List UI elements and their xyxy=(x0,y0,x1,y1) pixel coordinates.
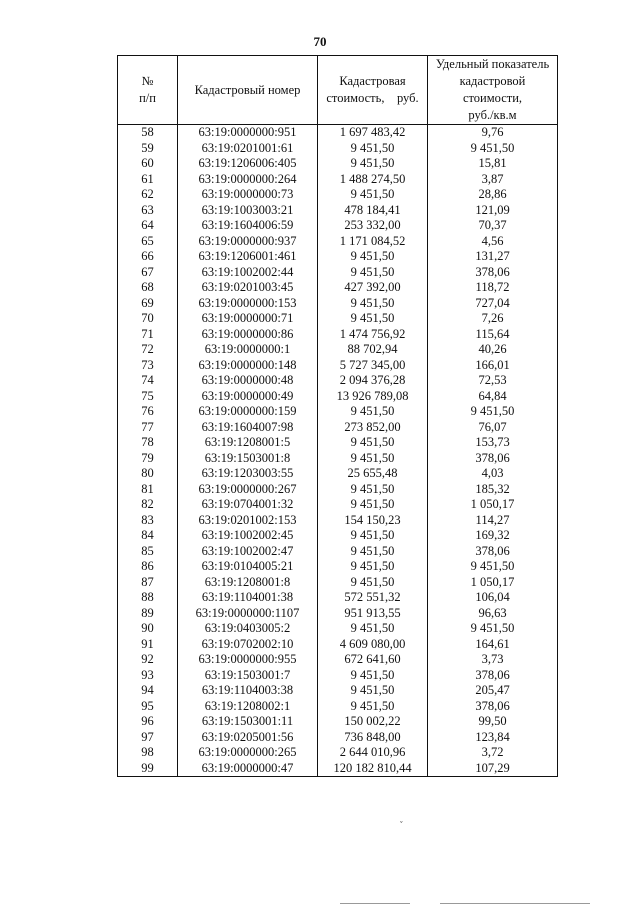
cell-row-number: 83 xyxy=(118,513,178,529)
cell-cadastral-cost: 120 182 810,44 xyxy=(318,761,428,777)
cell-cadastral-number: 63:19:0000000:71 xyxy=(178,311,318,327)
table-row xyxy=(118,714,558,730)
cell-row-number: 58 xyxy=(118,125,178,141)
cell-cadastral-number: 63:19:0000000:955 xyxy=(178,652,318,668)
table-row xyxy=(118,590,558,606)
cell-cadastral-number: 63:19:0205001:56 xyxy=(178,730,318,746)
cell-cadastral-cost: 9 451,50 xyxy=(318,699,428,715)
table-row xyxy=(118,637,558,653)
cell-row-number: 76 xyxy=(118,404,178,420)
cell-cadastral-number: 63:19:0704001:32 xyxy=(178,497,318,513)
table-row xyxy=(118,389,558,405)
cell-row-number: 91 xyxy=(118,637,178,653)
table-row xyxy=(118,296,558,312)
table-row xyxy=(118,373,558,389)
cell-cadastral-cost: 273 852,00 xyxy=(318,420,428,436)
table-row xyxy=(118,668,558,684)
cell-cadastral-number: 63:19:0000000:153 xyxy=(178,296,318,312)
cadastral-table xyxy=(117,55,558,777)
cell-cadastral-number: 63:19:0000000:49 xyxy=(178,389,318,405)
table-row xyxy=(118,528,558,544)
cell-specific-cost: 378,06 xyxy=(428,451,558,467)
cell-cadastral-number: 63:19:0000000:48 xyxy=(178,373,318,389)
cell-cadastral-cost: 9 451,50 xyxy=(318,435,428,451)
cell-cadastral-cost: 478 184,41 xyxy=(318,203,428,219)
cell-specific-cost: 121,09 xyxy=(428,203,558,219)
table-row xyxy=(118,652,558,668)
header-specific-line2: кадастровой xyxy=(459,74,526,88)
cell-cadastral-cost: 1 474 756,92 xyxy=(318,327,428,343)
cell-cadastral-number: 63:19:0000000:1107 xyxy=(178,606,318,622)
cell-specific-cost: 123,84 xyxy=(428,730,558,746)
cell-specific-cost: 185,32 xyxy=(428,482,558,498)
cell-specific-cost: 99,50 xyxy=(428,714,558,730)
cell-cadastral-cost: 154 150,23 xyxy=(318,513,428,529)
cell-cadastral-number: 63:19:0000000:47 xyxy=(178,761,318,777)
cell-cadastral-number: 63:19:1003003:21 xyxy=(178,203,318,219)
cell-cadastral-cost: 1 697 483,42 xyxy=(318,125,428,141)
cell-specific-cost: 72,53 xyxy=(428,373,558,389)
cell-specific-cost: 9 451,50 xyxy=(428,141,558,157)
cell-specific-cost: 166,01 xyxy=(428,358,558,374)
table-row xyxy=(118,156,558,172)
cell-cadastral-number: 63:19:1206001:461 xyxy=(178,249,318,265)
cell-cadastral-cost: 1 171 084,52 xyxy=(318,234,428,250)
cell-cadastral-number: 63:19:1206006:405 xyxy=(178,156,318,172)
table-row xyxy=(118,435,558,451)
cell-cadastral-number: 63:19:0000000:148 xyxy=(178,358,318,374)
cell-specific-cost: 118,72 xyxy=(428,280,558,296)
cell-specific-cost: 40,26 xyxy=(428,342,558,358)
cell-cadastral-cost: 2 644 010,96 xyxy=(318,745,428,761)
cell-cadastral-number: 63:19:0000000:73 xyxy=(178,187,318,203)
cell-row-number: 79 xyxy=(118,451,178,467)
table-row xyxy=(118,404,558,420)
cell-cadastral-cost: 2 094 376,28 xyxy=(318,373,428,389)
cell-specific-cost: 9 451,50 xyxy=(428,621,558,637)
cell-cadastral-cost: 88 702,94 xyxy=(318,342,428,358)
table-row xyxy=(118,172,558,188)
cell-specific-cost: 3,72 xyxy=(428,745,558,761)
cell-specific-cost: 205,47 xyxy=(428,683,558,699)
cell-row-number: 97 xyxy=(118,730,178,746)
cell-specific-cost: 169,32 xyxy=(428,528,558,544)
cell-specific-cost: 7,26 xyxy=(428,311,558,327)
cell-cadastral-cost: 4 609 080,00 xyxy=(318,637,428,653)
cell-cadastral-number: 63:19:1104001:38 xyxy=(178,590,318,606)
cell-row-number: 63 xyxy=(118,203,178,219)
table-row xyxy=(118,203,558,219)
cell-row-number: 90 xyxy=(118,621,178,637)
cell-row-number: 73 xyxy=(118,358,178,374)
cell-cadastral-cost: 9 451,50 xyxy=(318,249,428,265)
cell-specific-cost: 164,61 xyxy=(428,637,558,653)
cell-row-number: 66 xyxy=(118,249,178,265)
scan-mark: ˇ xyxy=(400,820,403,829)
table-row xyxy=(118,187,558,203)
cell-specific-cost: 9,76 xyxy=(428,125,558,141)
table-row xyxy=(118,265,558,281)
cell-cadastral-number: 63:19:1604007:98 xyxy=(178,420,318,436)
cell-cadastral-cost: 150 002,22 xyxy=(318,714,428,730)
cell-row-number: 69 xyxy=(118,296,178,312)
table-row xyxy=(118,699,558,715)
cell-specific-cost: 727,04 xyxy=(428,296,558,312)
cell-specific-cost: 4,03 xyxy=(428,466,558,482)
cell-cadastral-number: 63:19:0000000:951 xyxy=(178,125,318,141)
cell-specific-cost: 107,29 xyxy=(428,761,558,777)
cell-row-number: 70 xyxy=(118,311,178,327)
header-cost-line1: Кадастровая xyxy=(339,74,406,88)
header-specific-line3: стоимости, xyxy=(462,91,523,105)
cell-specific-cost: 115,64 xyxy=(428,327,558,343)
cell-cadastral-number: 63:19:1104003:38 xyxy=(178,683,318,699)
cell-specific-cost: 131,27 xyxy=(428,249,558,265)
cell-specific-cost: 106,04 xyxy=(428,590,558,606)
table-row xyxy=(118,280,558,296)
header-specific-line4: руб./кв.м xyxy=(468,108,517,122)
table-row xyxy=(118,311,558,327)
cell-specific-cost: 28,86 xyxy=(428,187,558,203)
table-row xyxy=(118,249,558,265)
cell-cadastral-number: 63:19:0000000:159 xyxy=(178,404,318,420)
table-row xyxy=(118,342,558,358)
cell-cadastral-number: 63:19:1002002:47 xyxy=(178,544,318,560)
cell-cadastral-number: 63:19:1208002:1 xyxy=(178,699,318,715)
cell-cadastral-number: 63:19:1503001:11 xyxy=(178,714,318,730)
cell-specific-cost: 114,27 xyxy=(428,513,558,529)
table-row xyxy=(118,141,558,157)
cell-cadastral-number: 63:19:1002002:44 xyxy=(178,265,318,281)
cell-row-number: 61 xyxy=(118,172,178,188)
table-row xyxy=(118,497,558,513)
table-row xyxy=(118,761,558,777)
table-row xyxy=(118,358,558,374)
header-num-line2: п/п xyxy=(139,91,156,105)
cell-row-number: 92 xyxy=(118,652,178,668)
cell-cadastral-number: 63:19:0000000:264 xyxy=(178,172,318,188)
cell-cadastral-number: 63:19:1604006:59 xyxy=(178,218,318,234)
cell-cadastral-cost: 9 451,50 xyxy=(318,187,428,203)
header-specific-cost xyxy=(428,56,558,125)
cell-row-number: 71 xyxy=(118,327,178,343)
cell-cadastral-cost: 9 451,50 xyxy=(318,482,428,498)
cell-specific-cost: 76,07 xyxy=(428,420,558,436)
cell-specific-cost: 153,73 xyxy=(428,435,558,451)
cell-cadastral-cost: 1 488 274,50 xyxy=(318,172,428,188)
cell-cadastral-cost: 9 451,50 xyxy=(318,528,428,544)
cell-cadastral-cost: 9 451,50 xyxy=(318,497,428,513)
cell-cadastral-cost: 25 655,48 xyxy=(318,466,428,482)
cell-row-number: 98 xyxy=(118,745,178,761)
header-cadastral-number: Кадастровый номер xyxy=(178,56,318,125)
cell-row-number: 59 xyxy=(118,141,178,157)
cell-cadastral-cost: 9 451,50 xyxy=(318,296,428,312)
table-row xyxy=(118,451,558,467)
cell-cadastral-cost: 13 926 789,08 xyxy=(318,389,428,405)
cell-cadastral-cost: 9 451,50 xyxy=(318,141,428,157)
cell-cadastral-number: 63:19:0201003:45 xyxy=(178,280,318,296)
table-row xyxy=(118,466,558,482)
cell-cadastral-cost: 736 848,00 xyxy=(318,730,428,746)
cell-row-number: 81 xyxy=(118,482,178,498)
cell-specific-cost: 1 050,17 xyxy=(428,575,558,591)
cell-cadastral-number: 63:19:0000000:267 xyxy=(178,482,318,498)
cell-cadastral-cost: 9 451,50 xyxy=(318,544,428,560)
table-row xyxy=(118,513,558,529)
cell-specific-cost: 378,06 xyxy=(428,265,558,281)
cell-cadastral-number: 63:19:0702002:10 xyxy=(178,637,318,653)
cell-cadastral-number: 63:19:1208001:5 xyxy=(178,435,318,451)
cell-cadastral-number: 63:19:1503001:8 xyxy=(178,451,318,467)
cell-cadastral-number: 63:19:1503001:7 xyxy=(178,668,318,684)
table-row xyxy=(118,745,558,761)
cell-row-number: 60 xyxy=(118,156,178,172)
cell-row-number: 89 xyxy=(118,606,178,622)
cell-cadastral-number: 63:19:0000000:265 xyxy=(178,745,318,761)
table-row xyxy=(118,482,558,498)
bottom-scan-line xyxy=(340,903,410,904)
cell-row-number: 62 xyxy=(118,187,178,203)
cell-row-number: 88 xyxy=(118,590,178,606)
table-row xyxy=(118,621,558,637)
cell-specific-cost: 96,63 xyxy=(428,606,558,622)
cell-cadastral-number: 63:19:0403005:2 xyxy=(178,621,318,637)
cell-cadastral-number: 63:19:0000000:937 xyxy=(178,234,318,250)
cell-specific-cost: 15,81 xyxy=(428,156,558,172)
cell-row-number: 65 xyxy=(118,234,178,250)
table-row xyxy=(118,234,558,250)
cell-cadastral-cost: 9 451,50 xyxy=(318,621,428,637)
cell-cadastral-cost: 5 727 345,00 xyxy=(318,358,428,374)
table-header-row xyxy=(118,56,558,125)
header-cadastral-cost xyxy=(318,56,428,125)
cell-specific-cost: 1 050,17 xyxy=(428,497,558,513)
cell-row-number: 75 xyxy=(118,389,178,405)
cell-cadastral-number: 63:19:1203003:55 xyxy=(178,466,318,482)
cell-cadastral-cost: 672 641,60 xyxy=(318,652,428,668)
table-row xyxy=(118,683,558,699)
cell-cadastral-cost: 572 551,32 xyxy=(318,590,428,606)
cell-specific-cost: 9 451,50 xyxy=(428,559,558,575)
cell-row-number: 85 xyxy=(118,544,178,560)
cell-cadastral-cost: 9 451,50 xyxy=(318,156,428,172)
cell-row-number: 84 xyxy=(118,528,178,544)
table-row xyxy=(118,420,558,436)
table-row xyxy=(118,575,558,591)
cell-row-number: 94 xyxy=(118,683,178,699)
cell-specific-cost: 4,56 xyxy=(428,234,558,250)
cell-cadastral-cost: 9 451,50 xyxy=(318,559,428,575)
cell-cadastral-cost: 9 451,50 xyxy=(318,311,428,327)
cell-row-number: 80 xyxy=(118,466,178,482)
cell-specific-cost: 64,84 xyxy=(428,389,558,405)
cell-cadastral-number: 63:19:0000000:1 xyxy=(178,342,318,358)
page-number: 70 xyxy=(313,34,327,49)
cell-cadastral-number: 63:19:0104005:21 xyxy=(178,559,318,575)
cell-cadastral-cost: 253 332,00 xyxy=(318,218,428,234)
cell-specific-cost: 378,06 xyxy=(428,699,558,715)
cell-row-number: 77 xyxy=(118,420,178,436)
bottom-scan-line xyxy=(440,903,590,904)
cell-cadastral-cost: 9 451,50 xyxy=(318,451,428,467)
cell-cadastral-number: 63:19:0201001:61 xyxy=(178,141,318,157)
table-row xyxy=(118,730,558,746)
cell-specific-cost: 378,06 xyxy=(428,668,558,684)
cell-specific-cost: 9 451,50 xyxy=(428,404,558,420)
cell-specific-cost: 378,06 xyxy=(428,544,558,560)
table-row xyxy=(118,559,558,575)
cell-row-number: 99 xyxy=(118,761,178,777)
table-row xyxy=(118,125,558,141)
table-body xyxy=(118,125,558,777)
cell-cadastral-number: 63:19:0000000:86 xyxy=(178,327,318,343)
cell-row-number: 87 xyxy=(118,575,178,591)
table-row xyxy=(118,218,558,234)
cell-cadastral-number: 63:19:1002002:45 xyxy=(178,528,318,544)
cell-row-number: 74 xyxy=(118,373,178,389)
cell-cadastral-cost: 9 451,50 xyxy=(318,404,428,420)
cell-row-number: 82 xyxy=(118,497,178,513)
cell-row-number: 86 xyxy=(118,559,178,575)
header-cost-line2: стоимость, руб. xyxy=(326,91,419,105)
header-num-line1: № xyxy=(141,74,154,88)
cell-specific-cost: 70,37 xyxy=(428,218,558,234)
cell-cadastral-cost: 951 913,55 xyxy=(318,606,428,622)
table-row xyxy=(118,327,558,343)
cell-cadastral-number: 63:19:0201002:153 xyxy=(178,513,318,529)
cell-row-number: 93 xyxy=(118,668,178,684)
cell-cadastral-cost: 9 451,50 xyxy=(318,683,428,699)
cell-specific-cost: 3,87 xyxy=(428,172,558,188)
table-row xyxy=(118,544,558,560)
header-specific-line1: Удельный показатель xyxy=(435,57,550,71)
cell-row-number: 67 xyxy=(118,265,178,281)
cell-cadastral-number: 63:19:1208001:8 xyxy=(178,575,318,591)
cell-row-number: 64 xyxy=(118,218,178,234)
cell-cadastral-cost: 9 451,50 xyxy=(318,575,428,591)
cell-specific-cost: 3,73 xyxy=(428,652,558,668)
table-row xyxy=(118,606,558,622)
cell-cadastral-cost: 9 451,50 xyxy=(318,265,428,281)
cell-row-number: 96 xyxy=(118,714,178,730)
cell-row-number: 72 xyxy=(118,342,178,358)
cell-row-number: 95 xyxy=(118,699,178,715)
cell-row-number: 68 xyxy=(118,280,178,296)
cell-cadastral-cost: 427 392,00 xyxy=(318,280,428,296)
cell-row-number: 78 xyxy=(118,435,178,451)
cell-cadastral-cost: 9 451,50 xyxy=(318,668,428,684)
header-row-number xyxy=(118,56,178,125)
